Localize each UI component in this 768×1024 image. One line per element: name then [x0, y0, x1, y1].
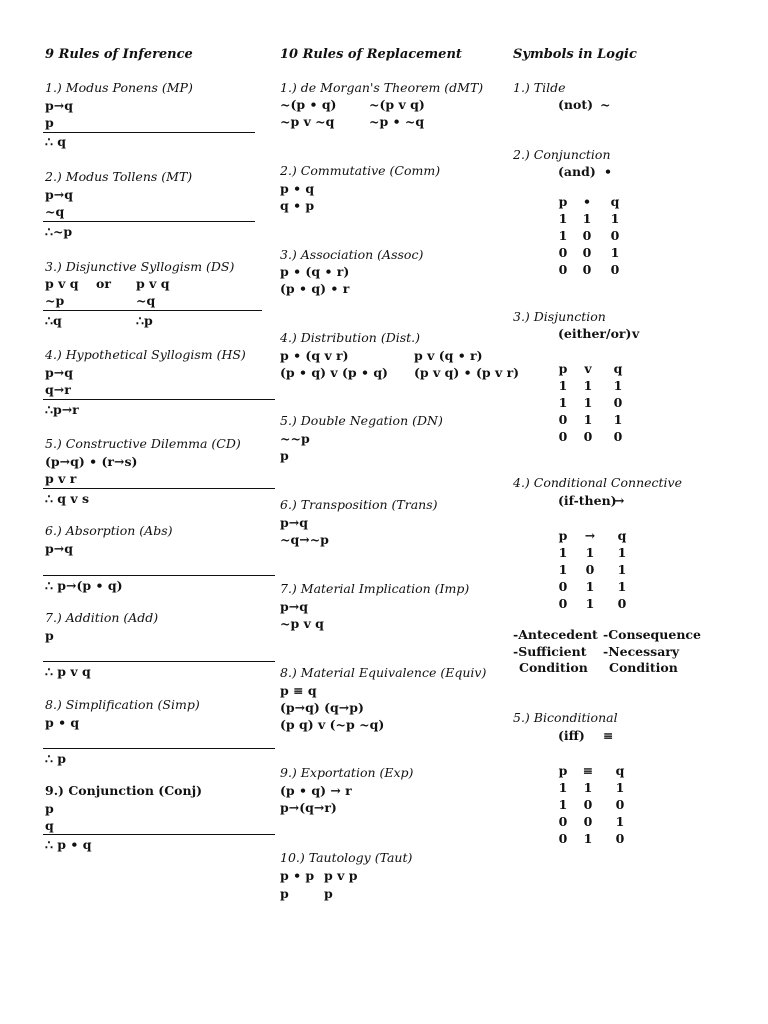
consequence-label: -Consequence	[603, 627, 701, 642]
conjunction-table-cell: q	[610, 194, 620, 209]
tilde-desc: (not)	[558, 97, 594, 112]
disjunction-table-cell: 0	[613, 395, 623, 410]
ds-divider	[43, 310, 262, 311]
taut-left-1: p • p	[280, 868, 315, 883]
add-conclusion: ∴ p v q	[45, 664, 91, 679]
disjunction-table-header-row	[553, 360, 633, 377]
biconditional-table-cell: 1	[615, 780, 625, 795]
conjunction-desc: (and)	[558, 164, 596, 179]
disjunction-truth-table	[553, 360, 633, 445]
tilde-title: 1.) Tilde	[513, 80, 566, 95]
cd-divider	[43, 488, 275, 489]
trans-line-1: p→q	[280, 515, 308, 530]
conditional-table-row	[553, 578, 637, 595]
conditional-table-cell: q	[617, 528, 627, 543]
cd-conclusion: ∴ q v s	[45, 491, 90, 506]
necessary-label: -Necessary	[603, 644, 680, 659]
dist-right-2: (p v q) • (p v r)	[414, 365, 520, 380]
taut-right-2: p	[324, 886, 333, 901]
dist-left-1: p • (q v r)	[280, 348, 349, 363]
exp-title: 9.) Exportation (Exp)	[280, 765, 414, 780]
conditional-table-header-row	[553, 527, 637, 544]
biconditional-table-cell: 1	[583, 831, 593, 846]
disjunction-table-cell: 0	[558, 412, 568, 427]
biconditional-table-cell: 0	[583, 797, 593, 812]
ds-premise-2a: ~p	[45, 293, 65, 308]
biconditional-table-row	[553, 796, 637, 813]
conditional-title: 4.) Conditional Connective	[513, 475, 683, 490]
equiv-line-1: p ≡ q	[280, 683, 317, 698]
disjunction-table-row	[553, 394, 633, 411]
simp-premise-1: p • q	[45, 715, 80, 730]
conjunction-table-row	[553, 244, 629, 261]
mt-title: 2.) Modus Tollens (MT)	[45, 169, 193, 184]
sufficient-label: -Sufficient	[513, 644, 587, 659]
hs-title: 4.) Hypothetical Syllogism (HS)	[45, 347, 246, 362]
imp-title: 7.) Material Implication (Imp)	[280, 581, 470, 596]
disjunction-table-cell: p	[558, 361, 568, 376]
conjunction-table-cell: 1	[610, 211, 620, 226]
biconditional-title: 5.) Biconditional	[513, 710, 618, 725]
symbols-header: Symbols in Logic	[513, 47, 637, 62]
ds-or: or	[96, 276, 111, 291]
conjunction-table-cell: 0	[582, 245, 592, 260]
biconditional-table-row	[553, 779, 637, 796]
hs-premise-1: p→q	[45, 365, 73, 380]
dmt-right-2: ~p • ~q	[369, 114, 425, 129]
disjunction-table-cell: v	[584, 361, 592, 376]
comm-line-1: p • q	[280, 181, 315, 196]
biconditional-table-header-row	[553, 762, 637, 779]
dmt-right-1: ~(p v q)	[369, 97, 425, 112]
comm-title: 2.) Commutative (Comm)	[280, 163, 441, 178]
tilde-symbol: ~	[600, 97, 611, 112]
taut-left-2: p	[280, 886, 289, 901]
biconditional-table-cell: 1	[558, 780, 568, 795]
disjunction-desc: (either/or)	[558, 326, 632, 341]
comm-line-2: q • p	[280, 198, 315, 213]
hs-conclusion: ∴p→r	[45, 402, 79, 417]
conditional-table-cell: 0	[558, 596, 568, 611]
conditional-table-cell: 1	[585, 579, 595, 594]
mp-divider	[43, 132, 255, 133]
add-title: 7.) Addition (Add)	[45, 610, 159, 625]
conditional-table-cell: p	[558, 528, 568, 543]
equiv-line-3: (p q) v (~p ~q)	[280, 717, 385, 732]
disjunction-table-cell: 0	[558, 429, 568, 444]
conditional-symbol: →	[614, 493, 625, 508]
dmt-title: 1.) de Morgan's Theorem (dMT)	[280, 80, 484, 95]
necessary-condition-label: Condition	[609, 660, 678, 675]
conditional-table-cell: 0	[558, 579, 568, 594]
disjunction-table-cell: 1	[583, 395, 593, 410]
conditional-table-cell: →	[584, 528, 596, 543]
dmt-left-1: ~(p • q)	[280, 97, 337, 112]
dist-title: 4.) Distribution (Dist.)	[280, 330, 421, 345]
disjunction-table-row	[553, 411, 633, 428]
conjunction-table-cell: 0	[558, 262, 568, 277]
abs-conclusion: ∴ p→(p • q)	[45, 578, 123, 593]
disjunction-table-cell: 1	[583, 378, 593, 393]
biconditional-table-cell: 0	[558, 831, 568, 846]
dist-left-2: (p • q) v (p • q)	[280, 365, 388, 380]
conjunction-table-row	[553, 261, 629, 278]
conjunction-table-row	[553, 227, 629, 244]
biconditional-truth-table	[553, 762, 637, 847]
conjunction-table-cell: •	[583, 194, 591, 209]
abs-premise-1: p→q	[45, 541, 73, 556]
ds-conclusion-b: ∴p	[136, 313, 153, 328]
abs-title: 6.) Absorption (Abs)	[45, 523, 173, 538]
conditional-table-row	[553, 561, 637, 578]
biconditional-table-cell: 0	[583, 814, 593, 829]
biconditional-table-cell: 0	[558, 814, 568, 829]
biconditional-table-cell: 1	[615, 814, 625, 829]
assoc-line-1: p • (q • r)	[280, 264, 350, 279]
disjunction-symbol: v	[632, 326, 640, 341]
conj-conclusion: ∴ p • q	[45, 837, 92, 852]
dist-right-1: p v (q • r)	[414, 348, 483, 363]
trans-title: 6.) Transposition (Trans)	[280, 497, 438, 512]
disjunction-table-row	[553, 428, 633, 445]
ds-premise-2b: ~q	[136, 293, 156, 308]
conjunction-truth-table	[553, 193, 629, 278]
replacement-header: 10 Rules of Replacement	[280, 47, 462, 62]
ds-conclusion-a: ∴q	[45, 313, 62, 328]
conditional-desc: (if-then)	[558, 493, 617, 508]
conjunction-table-cell: 1	[582, 211, 592, 226]
mt-premise-1: p→q	[45, 187, 73, 202]
biconditional-table-cell: 0	[615, 831, 625, 846]
disjunction-table-cell: 0	[583, 429, 593, 444]
mp-premise-1: p→q	[45, 98, 73, 113]
simp-title: 8.) Simplification (Simp)	[45, 697, 200, 712]
biconditional-table-cell: p	[558, 763, 568, 778]
biconditional-table-cell: 1	[583, 780, 593, 795]
conjunction-table-cell: 1	[610, 245, 620, 260]
antecedent-label: -Antecedent	[513, 627, 598, 642]
disjunction-table-cell: 1	[583, 412, 593, 427]
conjunction-table-row	[553, 210, 629, 227]
mt-premise-2: ~q	[45, 204, 65, 219]
cd-premise-2: p v r	[45, 471, 77, 486]
exp-line-2: p→(q→r)	[280, 800, 337, 815]
trans-line-2: ~q→~p	[280, 532, 329, 547]
dmt-left-2: ~p v ~q	[280, 114, 335, 129]
ds-premise-1a: p v q	[45, 276, 79, 291]
mt-divider	[43, 221, 255, 222]
conjunction-table-cell: 0	[610, 228, 620, 243]
conjunction-table-cell: p	[558, 194, 568, 209]
taut-right-1: p v p	[324, 868, 358, 883]
conjunction-symbol: •	[604, 164, 612, 179]
add-divider	[43, 661, 275, 662]
conjunction-table-cell: 0	[582, 262, 592, 277]
disjunction-table-row	[553, 377, 633, 394]
conj-divider	[43, 834, 275, 835]
imp-line-2: ~p v q	[280, 616, 324, 631]
mp-conclusion: ∴ q	[45, 134, 67, 149]
simp-conclusion: ∴ p	[45, 751, 67, 766]
conditional-table-row	[553, 544, 637, 561]
cd-premise-1: (p→q) • (r→s)	[45, 454, 138, 469]
disjunction-table-cell: 1	[558, 395, 568, 410]
equiv-line-2: (p→q) (q→p)	[280, 700, 364, 715]
conditional-truth-table	[553, 527, 637, 612]
conditional-table-cell: 1	[617, 579, 627, 594]
ds-title: 3.) Disjunctive Syllogism (DS)	[45, 259, 235, 274]
conditional-table-cell: 0	[617, 596, 627, 611]
exp-line-1: (p • q) → r	[280, 783, 352, 798]
conjunction-table-cell: 0	[610, 262, 620, 277]
conjunction-table-cell: 0	[582, 228, 592, 243]
equiv-title: 8.) Material Equivalence (Equiv)	[280, 665, 487, 680]
inference-header: 9 Rules of Inference	[45, 47, 193, 62]
conditional-table-cell: 0	[585, 562, 595, 577]
conditional-table-row	[553, 595, 637, 612]
conj-premise-1: p	[45, 801, 54, 816]
dn-line-2: p	[280, 448, 289, 463]
conditional-table-cell: 1	[617, 562, 627, 577]
conj-premise-2: q	[45, 818, 54, 833]
conjunction-table-header-row	[553, 193, 629, 210]
biconditional-table-cell: q	[615, 763, 625, 778]
conjunction-table-cell: 1	[558, 211, 568, 226]
disjunction-table-cell: 1	[558, 378, 568, 393]
abs-divider	[43, 575, 275, 576]
biconditional-table-cell: 1	[558, 797, 568, 812]
conditional-table-cell: 1	[585, 545, 595, 560]
conditional-table-cell: 1	[558, 562, 568, 577]
biconditional-table-cell: ≡	[582, 763, 594, 778]
disjunction-title: 3.) Disjunction	[513, 309, 606, 324]
taut-title: 10.) Tautology (Taut)	[280, 850, 413, 865]
imp-line-1: p→q	[280, 599, 308, 614]
ds-premise-1b: p v q	[136, 276, 170, 291]
mt-conclusion: ∴~p	[45, 224, 73, 239]
conjunction-title: 2.) Conjunction	[513, 147, 611, 162]
hs-premise-2: q→r	[45, 382, 71, 397]
mp-premise-2: p	[45, 115, 54, 130]
conditional-table-cell: 1	[617, 545, 627, 560]
sufficient-condition-label: Condition	[519, 660, 588, 675]
assoc-title: 3.) Association (Assoc)	[280, 247, 424, 262]
biconditional-symbol: ≡	[603, 728, 614, 743]
dn-title: 5.) Double Negation (DN)	[280, 413, 443, 428]
biconditional-desc: (iff)	[558, 728, 585, 743]
mp-title: 1.) Modus Ponens (MP)	[45, 80, 193, 95]
biconditional-table-row	[553, 813, 637, 830]
dn-line-1: ~~p	[280, 431, 310, 446]
conj-title: 9.) Conjunction (Conj)	[45, 783, 203, 798]
disjunction-table-cell: 0	[613, 429, 623, 444]
simp-divider	[43, 748, 275, 749]
biconditional-table-row	[553, 830, 637, 847]
add-premise-1: p	[45, 628, 54, 643]
disjunction-table-cell: 1	[613, 378, 623, 393]
cd-title: 5.) Constructive Dilemma (CD)	[45, 436, 241, 451]
conditional-table-cell: 1	[585, 596, 595, 611]
conditional-table-cell: 1	[558, 545, 568, 560]
hs-divider	[43, 399, 275, 400]
conjunction-table-cell: 0	[558, 245, 568, 260]
disjunction-table-cell: 1	[613, 412, 623, 427]
biconditional-table-cell: 0	[615, 797, 625, 812]
disjunction-table-cell: q	[613, 361, 623, 376]
conjunction-table-cell: 1	[558, 228, 568, 243]
assoc-line-2: (p • q) • r	[280, 281, 350, 296]
